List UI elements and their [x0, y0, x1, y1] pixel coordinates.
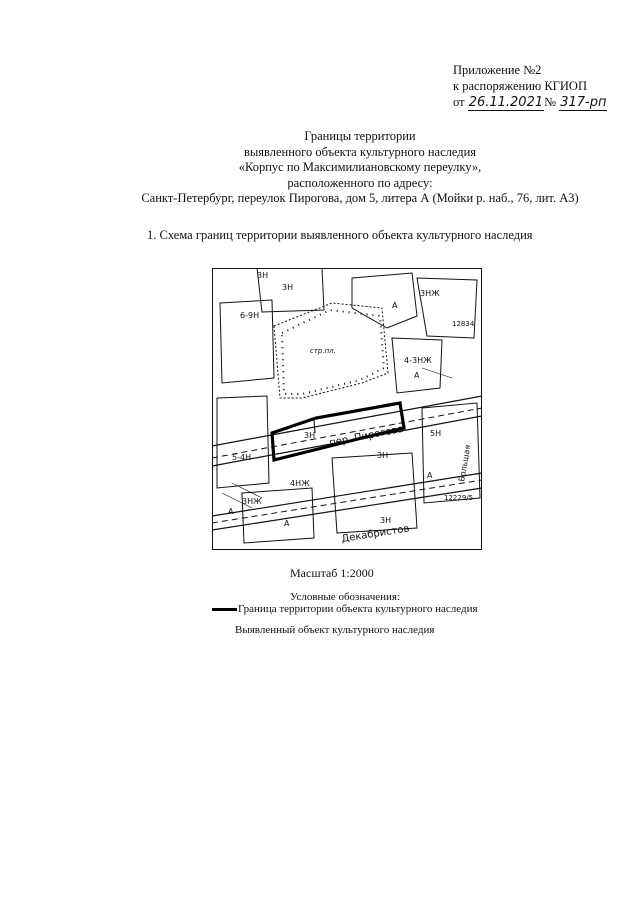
building-outline: [417, 278, 477, 338]
title-line3: «Корпус по Максимилиановскому переулку»,: [238, 160, 482, 174]
map-label: 3Н: [304, 431, 316, 440]
legend-item-label: Выявленный объект культурного наследия: [235, 624, 435, 636]
map-label: 3Н: [380, 516, 392, 525]
map-label: А: [284, 519, 290, 528]
map-label: 12834: [452, 320, 475, 328]
building-outline: [352, 273, 417, 328]
map-label: 4-3НЖ: [404, 356, 432, 365]
appendix-header: [453, 62, 607, 111]
building-outline: [217, 396, 269, 488]
legend-item-object: [235, 624, 434, 636]
map-label: 3НЖ: [242, 497, 262, 506]
map-label: А: [414, 371, 420, 380]
street-label-dekabristov: Декабристов: [340, 523, 411, 545]
appendix-line1: Приложение №2: [453, 63, 542, 77]
map-label: 4НЖ: [290, 479, 310, 488]
map-scale: Масштаб 1:2000: [290, 566, 374, 580]
map-drawing: [212, 268, 482, 550]
map-label: 5-4Н: [232, 453, 252, 462]
boundary-map: [212, 268, 482, 550]
map-label: А: [228, 507, 234, 516]
handwritten-number: 317-рп: [560, 95, 607, 110]
map-label: А: [427, 471, 433, 480]
document-title: [100, 129, 620, 207]
map-label: 3Н: [282, 283, 294, 292]
handwritten-date: 26.11.2021: [468, 95, 544, 110]
map-label: 3Н: [377, 451, 389, 460]
street-label-bolshaya: Большая: [457, 444, 473, 483]
title-line4: расположенного по адресу:: [287, 175, 433, 190]
street-centerline: [212, 408, 482, 458]
legend-title: Условные обозначения:: [290, 591, 401, 603]
appendix-line3: [453, 94, 607, 111]
section-heading: 1. Схема границ территории выявленного объекта культурного наследия: [147, 228, 533, 242]
legend-item-label: Граница территории объекта культурного наследия: [238, 603, 478, 615]
map-label: 6-9Н: [240, 311, 260, 320]
building-outline: [332, 453, 417, 533]
title-line1: Границы территории: [304, 129, 416, 143]
building-outline: [392, 338, 442, 393]
map-label: 5Н: [430, 429, 442, 438]
map-label: 3НЖ: [420, 289, 440, 298]
appendix-line2: к распоряжению КГИОП: [453, 79, 587, 93]
map-label: 12229/5: [444, 494, 474, 502]
map-label: А: [392, 301, 398, 310]
map-label: стр.пл.: [310, 347, 336, 355]
number-label: №: [544, 95, 557, 109]
street-label-pirogova: пер. Пирогова: [328, 423, 405, 449]
from-label: от: [453, 95, 465, 109]
title-line2: выявленного объекта культурного наследия: [243, 144, 477, 159]
map-label: 3Н: [257, 271, 269, 280]
legend-item-boundary: [212, 603, 478, 615]
title-line5: Санкт-Петербург, переулок Пирогова, дом 5, литера А (Мойки р. наб., 76, лит. А3): [141, 191, 579, 205]
legend-line-swatch: [212, 608, 237, 611]
